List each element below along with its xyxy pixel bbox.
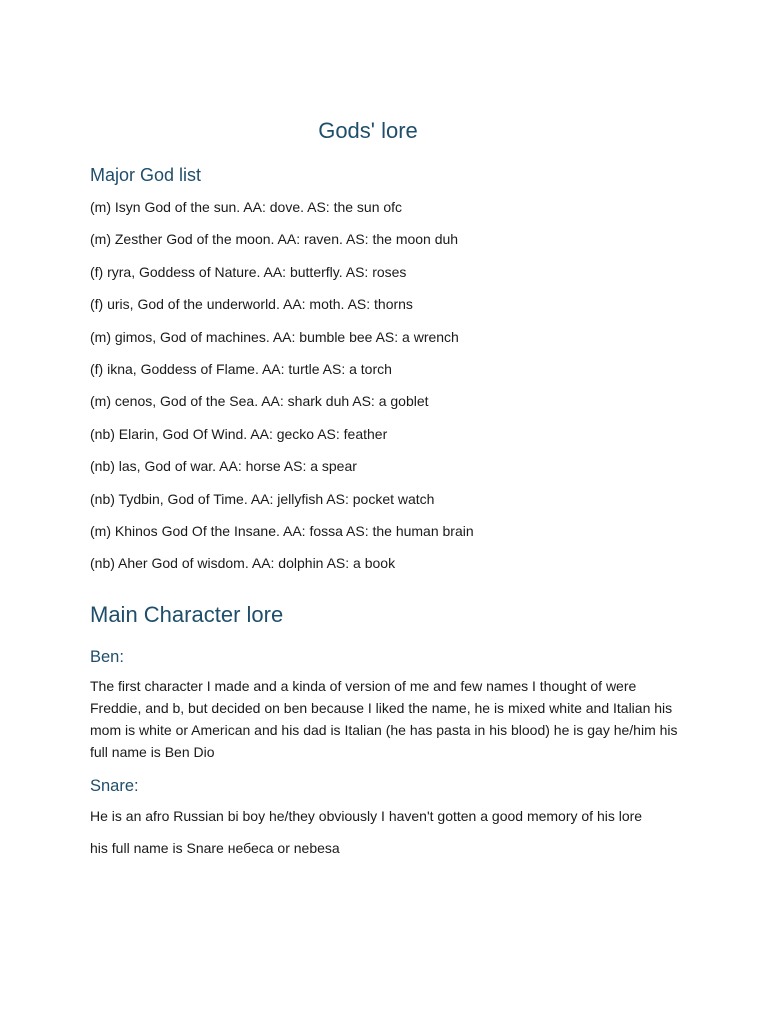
list-item: (nb) Tydbin, God of Time. AA: jellyfish AS: pocket watch [90, 490, 435, 507]
list-item: (nb) Elarin, God Of Wind. AA: gecko AS: feather [90, 425, 388, 442]
ben-paragraph: The first character I made and a kinda of version of me and few names I thought of were Freddie, and b, but decided on ben because I liked the name, he is mixed white and Italian his mom is white or American and his dad is Italian (he has pasta in his blood) he is gay he/him his full name is Ben Dio [90, 678, 678, 760]
snare-paragraph-1: He is an afro Russian bi boy he/they obviously I haven't gotten a good memory of his lore [90, 808, 643, 824]
list-item: (nb) Aher God of wisdom. AA: dolphin AS: a book [90, 555, 396, 572]
list-item: (m) gimos, God of machines. AA: bumble bee AS: a wrench [90, 328, 459, 345]
list-item: (f) ikna, Goddess of Flame. AA: turtle AS: a torch [90, 360, 392, 377]
list-item: (m) Zesther God of the moon. AA: raven. AS: the moon duh [90, 231, 459, 248]
god-list [90, 196, 474, 585]
snare-paragraph-2: his full name is Snare небеса or nebesa [90, 840, 340, 856]
list-item: (m) cenos, God of the Sea. AA: shark duh AS: a goblet [90, 393, 429, 410]
snare-heading: Snare: [90, 777, 139, 795]
list-item: (m) Isyn God of the sun. AA: dove. AS: the sun ofc [90, 199, 403, 215]
list-item: (f) ryra, Goddess of Nature. AA: butterfly. AS: roses [90, 263, 407, 280]
major-god-list-heading: Major God list [90, 165, 202, 185]
list-item: (m) Khinos God Of the Insane. AA: fossa AS: the human brain [90, 522, 474, 539]
list-item: (nb) las, God of war. AA: horse AS: a spear [90, 458, 357, 475]
document-title: Gods' lore [318, 118, 418, 143]
list-item: (f) uris, God of the underworld. AA: moth. AS: thorns [90, 296, 413, 313]
ben-heading: Ben: [90, 648, 124, 666]
main-character-heading: Main Character lore [90, 602, 284, 627]
